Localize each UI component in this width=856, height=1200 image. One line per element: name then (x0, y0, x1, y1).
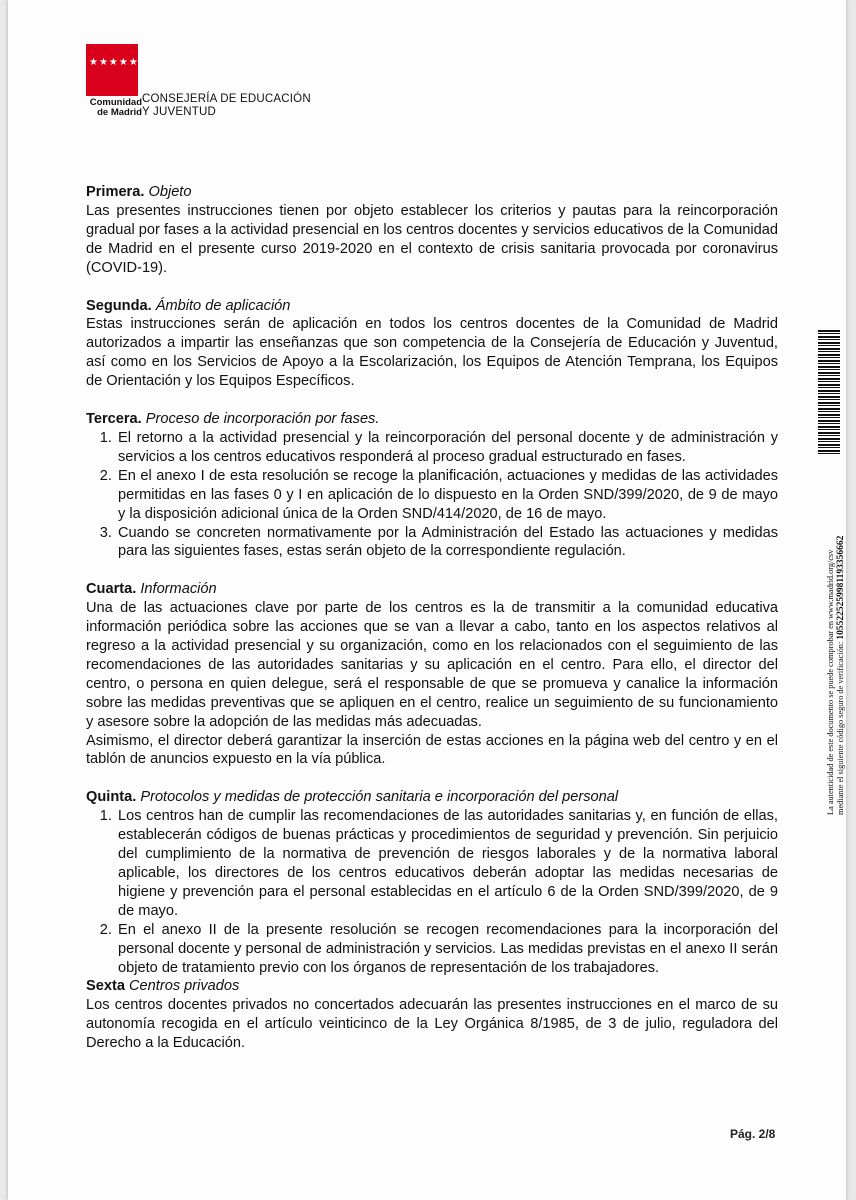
section-heading: Quinta. Protocolos y medidas de protección sanitaria e incorporación del personal (86, 789, 619, 806)
list-item: 2. En el anexo I de esta resolución se recoge la planificación, actuaciones y medidas de las actividades permitidas en las fases 0 y I en aplicación de lo dispuesto en la Orden SND/399/2020, de 9 de mayo y la disposición adicional única de la Orden SND/414/2020, de 16 de mayo. (116, 467, 778, 524)
document-body (86, 183, 778, 1072)
section-heading: Cuarta. Información (86, 581, 217, 598)
section-heading: Sexta Centros privados (86, 978, 240, 995)
section-paragraph: Una de las actuaciones clave por parte de los centros es la de transmitir a la comunidad educativa información periódica sobre las acciones que se van a llevar a cabo, tanto en los aspectos relativos al regreso a la actividad presencial y su organización, como en los relacionados con el seguimiento de las recomendaciones de las autoridades sanitarias y su aplicación en el centro. Para ello, el director del centro, o persona en quien delegue, será el responsable de que se promueva y canalice la información sobre las medidas preventivas que se apliquen en el centro, realice un seguimiento de su funcionamiento y asesore sobre la adopción de las medidas más adecuadas. (86, 600, 778, 730)
list-item: 2. En el anexo II de la presente resolución se recogen recomendaciones para la incorporación del personal docente y personal de administración y servicios. Las medidas previstas en el anexo II serán objeto de tratamiento previo con los órganos de representación de los trabajadores. (116, 921, 778, 978)
comunidad-de-madrid-logo (86, 44, 311, 118)
verification-text: La autenticidad de este documento se puede comprobar en www.madrid.org/csv mediante el siguiente código seguro de verificación: 1055225259981193356662 (826, 535, 846, 815)
list-item: 1. El retorno a la actividad presencial y la reincorporación del personal docente y de administración y servicios a los centros educativos responderá al proceso gradual estructurado en fases. (116, 429, 778, 467)
barcode-icon (818, 330, 840, 455)
logo-stars: ★★★★★★★ (89, 57, 159, 68)
section-heading: Primera. Objeto (86, 184, 192, 200)
logo-name: Comunidad de Madrid (89, 97, 142, 118)
section-paragraph: Las presentes instrucciones tienen por objeto establecer los criterios y pautas para la reincorporación gradual por fases a la actividad presencial en los centros docentes y servicios educativos de la Comunidad de Madrid en el presente curso 2019-2020 en el contexto de crisis sanitaria provocada por coronavirus (COVID-19). (86, 202, 778, 276)
numbered-list (86, 429, 778, 561)
section-paragraph: Estas instrucciones serán de aplicación en todos los centros docentes de la Comunidad de Madrid autorizados a impartir las enseñanzas que son competencia de la Consejería de Educación y Juventud, así como en los Servicios de Apoyo a la Escolarización, los Equipos de Atención Temprana, los Equipos de Orientación y los Equipos Específicos. (86, 316, 778, 390)
section-paragraph: Asimismo, el director deberá garantizar la inserción de estas acciones en la página web del centro y en el tablón de anuncios expuesto en la vía pública. (86, 732, 778, 768)
section-heading: Segunda. Ámbito de aplicación (86, 297, 291, 314)
list-item: 3. Cuando se concreten normativamente por la Administración del Estado las actuaciones y medidas para las siguientes fases, estas serán objeto de la correspondiente regulación. (116, 524, 778, 562)
section-heading: Tercera. Proceso de incorporación por fases. (86, 411, 380, 428)
section-cuarta (86, 580, 778, 769)
department-name: CONSEJERÍA DE EDUCACIÓN Y JUVENTUD (142, 93, 311, 118)
section-paragraph: Los centros docentes privados no concertados adecuarán las presentes instrucciones en el marco de su autonomía recogida en el artículo veinticinco de la Ley Orgánica 8/1985, de 3 de julio, reguladora del Derecho a la Educación. (86, 997, 778, 1052)
section-quinta (86, 788, 778, 977)
section-segunda (86, 297, 778, 392)
list-item: 1. Los centros han de cumplir las recomendaciones de las autoridades sanitarias y, en función de ellas, establecerán códigos de buenas prácticas y procedimientos de seguridad y prevención. Sin perjuicio del cumplimiento de la normativa de prevención de riesgos laborales y de la normativa laboral aplicable, los directores de los centros educativos deberán adoptar las medidas necesarias de higiene y prevención para el personal establecidas en el artículo 6 de la Orden SND/399/2020, de 9 de mayo. (116, 807, 778, 920)
verification-code: 1055225259981193356662 (835, 535, 846, 640)
madrid-flag-icon (86, 44, 159, 96)
document-page (8, 0, 846, 1200)
page-number: Pág. 2/8 (730, 1127, 776, 1141)
section-sexta (86, 977, 778, 1053)
numbered-list (86, 807, 778, 977)
section-primera (86, 183, 778, 278)
section-tercera (86, 410, 778, 561)
